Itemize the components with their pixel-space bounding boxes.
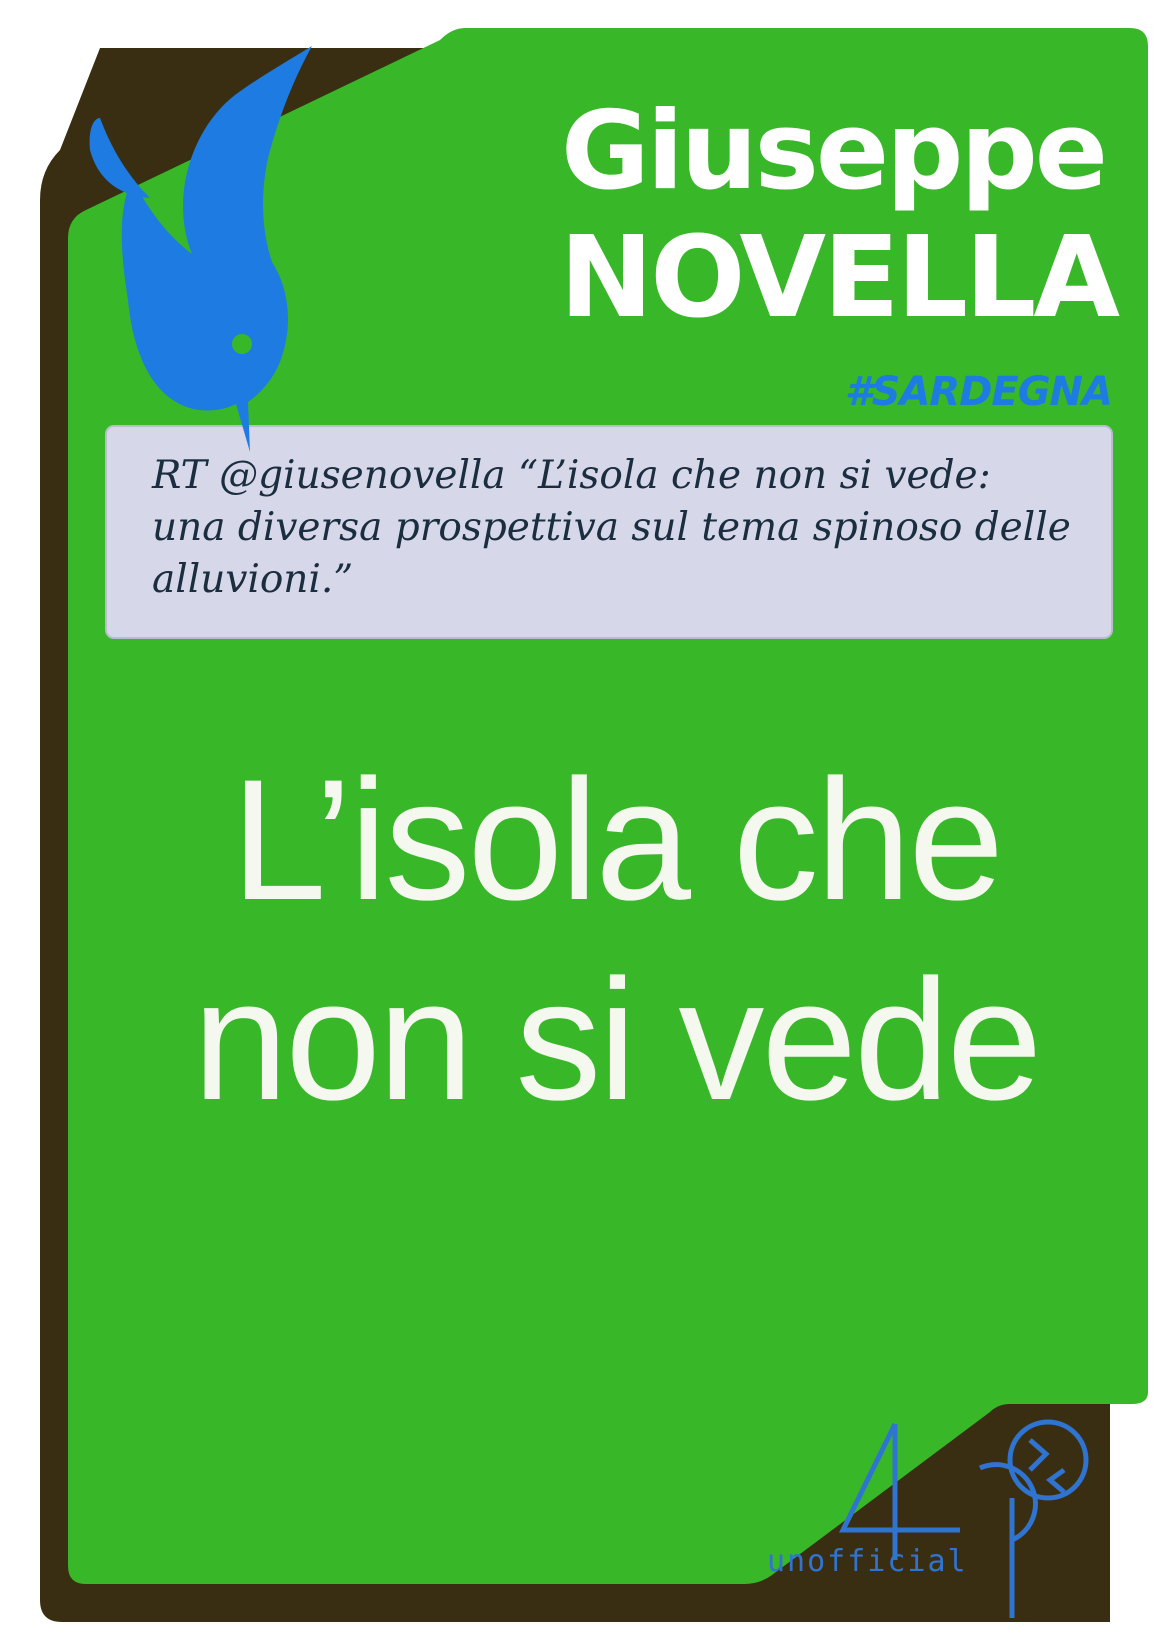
hashtag-label: #SARDEGNA [844,369,1112,415]
author-last-name: NOVELLA [559,213,1117,343]
unofficial-badge-label: unofficial [767,1544,968,1579]
author-first-name: Giuseppe [561,89,1105,214]
book-title: L’isola che non si vede [192,744,1040,1136]
tweet-text: RT @giusenovella “L’isola che non si vede: una diversa prospettiva sul tema spinoso delle alluvioni.” [152,453,1071,602]
